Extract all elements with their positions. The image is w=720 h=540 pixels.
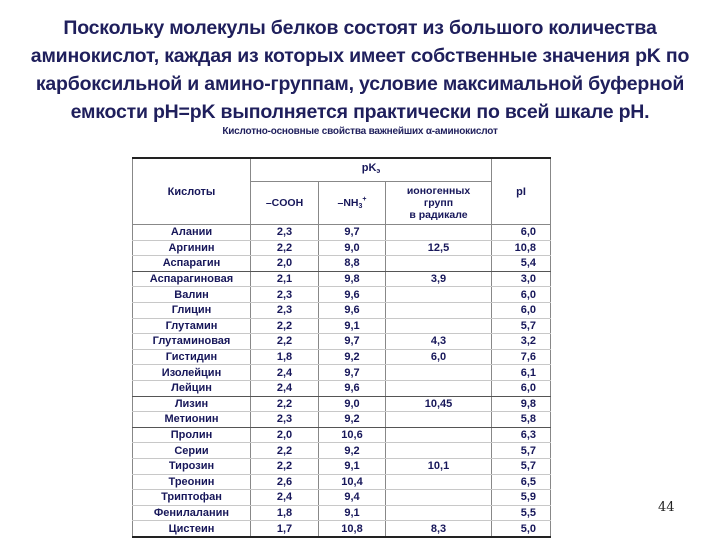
- cell-nh3: 10,8: [319, 521, 386, 537]
- cell-radical: [386, 505, 492, 521]
- cell-pi: 5,5: [492, 505, 551, 521]
- cell-pi: 7,6: [492, 349, 551, 365]
- cell-radical: [386, 302, 492, 318]
- cell-radical: 12,5: [386, 240, 492, 256]
- cell-radical: [386, 427, 492, 443]
- cell-cooh: 2,4: [251, 490, 319, 506]
- cell-cooh: 2,2: [251, 240, 319, 256]
- cell-nh3: 10,6: [319, 427, 386, 443]
- cell-radical: 6,0: [386, 349, 492, 365]
- cell-nh3: 9,2: [319, 349, 386, 365]
- cell-acid-name: Аспарагиновая: [133, 271, 251, 287]
- cell-pi: 6,3: [492, 427, 551, 443]
- table-row: [133, 443, 551, 459]
- cell-nh3: 9,4: [319, 490, 386, 506]
- cell-pi: 5,8: [492, 412, 551, 428]
- cell-nh3: 9,1: [319, 505, 386, 521]
- cell-nh3: 9,0: [319, 396, 386, 412]
- table-row: [133, 490, 551, 506]
- cell-acid-name: Аргинин: [133, 240, 251, 256]
- cell-pi: 9,8: [492, 396, 551, 412]
- table-row: [133, 256, 551, 272]
- cell-cooh: 2,0: [251, 256, 319, 272]
- cell-cooh: 2,3: [251, 302, 319, 318]
- cell-nh3: 9,6: [319, 302, 386, 318]
- cell-acid-name: Фенилаланин: [133, 505, 251, 521]
- header-pk-group: pKэ: [251, 158, 492, 182]
- cell-pi: 3,0: [492, 271, 551, 287]
- table-row: [133, 287, 551, 303]
- cell-cooh: 2,0: [251, 427, 319, 443]
- table-row: [133, 334, 551, 350]
- cell-pi: 6,0: [492, 380, 551, 396]
- table-row: [133, 225, 551, 241]
- cell-pi: 5,9: [492, 490, 551, 506]
- cell-nh3: 9,1: [319, 458, 386, 474]
- table-row: [133, 521, 551, 537]
- cell-radical: [386, 256, 492, 272]
- cell-nh3: 9,0: [319, 240, 386, 256]
- cell-pi: 5,7: [492, 458, 551, 474]
- cell-radical: 8,3: [386, 521, 492, 537]
- cell-nh3: 9,6: [319, 380, 386, 396]
- cell-acid-name: Метионин: [133, 412, 251, 428]
- table-row: [133, 302, 551, 318]
- table-row: [133, 427, 551, 443]
- cell-acid-name: Серии: [133, 443, 251, 459]
- header-pi: pI: [492, 158, 551, 225]
- cell-acid-name: Аспарагин: [133, 256, 251, 272]
- intro-line: емкости pH=pK выполняется практически по всей шкале pH.: [70, 101, 650, 123]
- cell-nh3: 9,1: [319, 318, 386, 334]
- cell-cooh: 2,2: [251, 334, 319, 350]
- table-caption: Кислотно-основные свойства важнейших α-аминокислот: [222, 126, 498, 137]
- cell-pi: 6,0: [492, 225, 551, 241]
- cell-acid-name: Глутаминовая: [133, 334, 251, 350]
- table-row: [133, 505, 551, 521]
- page-number: 44: [658, 500, 675, 515]
- cell-nh3: 9,8: [319, 271, 386, 287]
- cell-cooh: 2,2: [251, 318, 319, 334]
- intro-line: карбоксильной и амино-группам, условие максимальной буферной: [35, 73, 685, 95]
- cell-radical: [386, 412, 492, 428]
- intro-line: аминокислот, каждая из которых имеет собственные значения pK по: [30, 45, 690, 67]
- cell-cooh: 1,8: [251, 349, 319, 365]
- cell-nh3: 9,2: [319, 412, 386, 428]
- cell-acid-name: Тирозин: [133, 458, 251, 474]
- cell-nh3: 9,2: [319, 443, 386, 459]
- header-cooh: –COOH: [251, 182, 319, 225]
- cell-acid-name: Цистеин: [133, 521, 251, 537]
- cell-acid-name: Треонин: [133, 474, 251, 490]
- cell-acid-name: Пролин: [133, 427, 251, 443]
- cell-pi: 3,2: [492, 334, 551, 350]
- cell-cooh: 2,4: [251, 365, 319, 381]
- cell-acid-name: Валин: [133, 287, 251, 303]
- intro-paragraph: [0, 14, 720, 126]
- cell-nh3: 9,7: [319, 225, 386, 241]
- cell-cooh: 2,2: [251, 396, 319, 412]
- table-row: [133, 396, 551, 412]
- cell-radical: 10,1: [386, 458, 492, 474]
- table-row: [133, 458, 551, 474]
- cell-cooh: 2,2: [251, 443, 319, 459]
- table-row: [133, 412, 551, 428]
- intro-line: Поскольку молекулы белков состоят из большого количества: [63, 17, 657, 39]
- cell-radical: 4,3: [386, 334, 492, 350]
- cell-radical: [386, 474, 492, 490]
- cell-pi: 5,0: [492, 521, 551, 537]
- cell-nh3: 9,6: [319, 287, 386, 303]
- cell-cooh: 2,3: [251, 412, 319, 428]
- table-row: [133, 474, 551, 490]
- cell-pi: 6,1: [492, 365, 551, 381]
- cell-pi: 6,5: [492, 474, 551, 490]
- cell-acid-name: Глицин: [133, 302, 251, 318]
- cell-acid-name: Алании: [133, 225, 251, 241]
- table-row: [133, 365, 551, 381]
- cell-radical: [386, 380, 492, 396]
- cell-radical: 3,9: [386, 271, 492, 287]
- cell-pi: 5,7: [492, 318, 551, 334]
- cell-acid-name: Лейцин: [133, 380, 251, 396]
- cell-acid-name: Глутамин: [133, 318, 251, 334]
- cell-radical: [386, 287, 492, 303]
- cell-acid-name: Гистидин: [133, 349, 251, 365]
- amino-acid-table: [132, 157, 551, 538]
- cell-cooh: 2,2: [251, 458, 319, 474]
- cell-radical: [386, 443, 492, 459]
- table-row: [133, 240, 551, 256]
- cell-cooh: 2,3: [251, 287, 319, 303]
- cell-cooh: 1,7: [251, 521, 319, 537]
- cell-pi: 5,4: [492, 256, 551, 272]
- cell-nh3: 10,4: [319, 474, 386, 490]
- cell-pi: 6,0: [492, 302, 551, 318]
- cell-nh3: 9,7: [319, 334, 386, 350]
- cell-cooh: 2,1: [251, 271, 319, 287]
- table-row: [133, 271, 551, 287]
- cell-radical: [386, 318, 492, 334]
- header-nh3: –NH3+: [319, 182, 386, 225]
- cell-pi: 10,8: [492, 240, 551, 256]
- cell-pi: 5,7: [492, 443, 551, 459]
- cell-cooh: 2,6: [251, 474, 319, 490]
- cell-cooh: 2,4: [251, 380, 319, 396]
- cell-pi: 6,0: [492, 287, 551, 303]
- table-row: [133, 318, 551, 334]
- cell-acid-name: Изолейцин: [133, 365, 251, 381]
- cell-cooh: 2,3: [251, 225, 319, 241]
- table-row: [133, 349, 551, 365]
- cell-acid-name: Лизин: [133, 396, 251, 412]
- cell-acid-name: Триптофан: [133, 490, 251, 506]
- cell-cooh: 1,8: [251, 505, 319, 521]
- cell-radical: [386, 225, 492, 241]
- cell-radical: [386, 490, 492, 506]
- cell-radical: [386, 365, 492, 381]
- cell-nh3: 8,8: [319, 256, 386, 272]
- header-radical: ионогенных групп в радикале: [386, 182, 492, 225]
- header-acids: Кислоты: [133, 158, 251, 225]
- table-row: [133, 380, 551, 396]
- cell-radical: 10,45: [386, 396, 492, 412]
- cell-nh3: 9,7: [319, 365, 386, 381]
